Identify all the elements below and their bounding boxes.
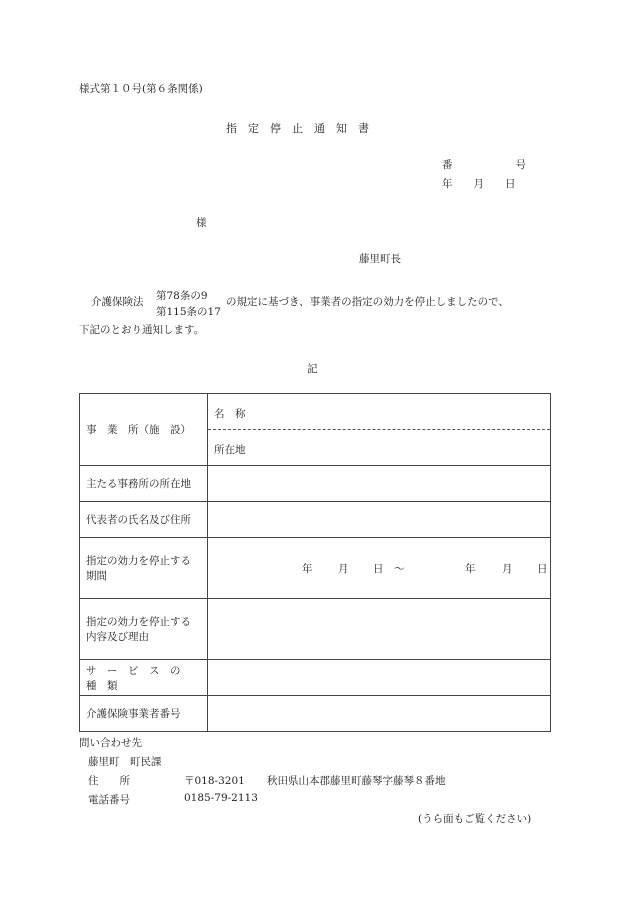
main-office-label: 主たる事務所の所在地 (86, 478, 191, 490)
body-line-1: の規定に基づき、事業者の指定の効力を停止しましたので、 (226, 296, 509, 308)
period-month-2: 月 (502, 563, 513, 575)
period-day-2: 日 (537, 563, 548, 575)
period-label-2: 期間 (86, 570, 107, 582)
period-label-1: 指定の効力を停止する (86, 555, 191, 567)
notice-table (79, 393, 551, 732)
reason-label-cell (80, 599, 208, 660)
reason-value (208, 599, 551, 660)
period-year-2: 年 (465, 563, 476, 575)
addressee-suffix: 様 (196, 217, 207, 229)
period-month-1: 月 (338, 563, 349, 575)
service-value (208, 660, 551, 696)
article-2: 第115条の17 (156, 306, 221, 318)
issuer: 藤里町長 (359, 253, 401, 265)
period-label-cell (80, 538, 208, 599)
article-1: 第78条の9 (156, 290, 208, 302)
period-day-1: 日 ～ (373, 563, 405, 575)
period-value-cell (208, 538, 551, 599)
facility-label: 事 業 所（施 設） (86, 424, 191, 436)
provider-number-label: 介護保険事業者番号 (86, 708, 181, 720)
document-number-label: 番 号 (442, 159, 526, 171)
contact-postal: 〒018-3201 (184, 775, 245, 787)
name-label: 名 称 (214, 408, 246, 420)
contact-dept: 藤里町 町民課 (88, 756, 162, 768)
service-label-cell (80, 660, 208, 696)
address-label: 所在地 (214, 444, 246, 456)
reason-label-1: 指定の効力を停止する (86, 616, 191, 628)
contact-tel: 0185-79-2113 (184, 792, 258, 804)
date-label: 年 月 日 (442, 178, 516, 190)
law-prefix: 介護保険法 (91, 296, 144, 308)
provider-number-value (208, 696, 551, 732)
provider-number-label-cell (80, 696, 208, 732)
reason-label-2: 内容及び理由 (86, 631, 149, 643)
representative-value (208, 502, 551, 538)
contact-address: 秋田県山本郡藤里町藤琴字藤琴８番地 (267, 775, 446, 787)
dashed-divider (208, 429, 550, 430)
ki-label: 記 (307, 363, 318, 375)
representative-label: 代表者の氏名及び住所 (86, 514, 191, 526)
document-title: 指 定 停 止 通 知 書 (226, 122, 369, 135)
main-office-label-cell (80, 466, 208, 502)
representative-label-cell (80, 502, 208, 538)
contact-address-label: 住 所 (88, 775, 130, 787)
contact-heading: 問い合わせ先 (79, 737, 142, 749)
period-year-1: 年 (302, 563, 313, 575)
facility-value-cell (208, 394, 551, 466)
main-office-value (208, 466, 551, 502)
form-number: 様式第１０号(第６条関係) (79, 83, 203, 95)
footer-note: (うら面もご覧ください) (418, 813, 532, 825)
service-label: サ ー ビ ス の 種 類 (86, 664, 191, 692)
contact-tel-label: 電話番号 (88, 794, 130, 806)
body-line-2: 下記のとおり通知します。 (79, 324, 205, 336)
facility-label-cell (80, 394, 208, 466)
